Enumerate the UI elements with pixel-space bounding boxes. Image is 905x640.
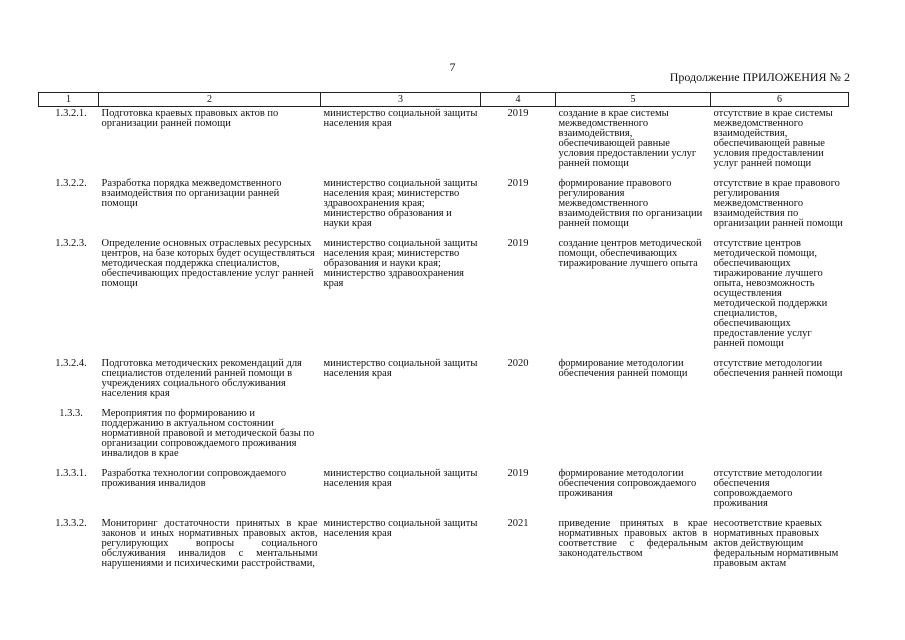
- header-col-1: 1: [39, 93, 99, 107]
- header-row: [39, 93, 849, 107]
- row-executor: министерство социальной защиты населения края; министерство здравоохранения края; министерство образования и науки края: [323, 178, 478, 229]
- table-row: [39, 107, 849, 178]
- table-row: [39, 177, 849, 237]
- row-executor: [321, 407, 481, 467]
- table-row: [39, 467, 849, 517]
- row-result: формирование методологии обеспечения сопровождаемого проживания: [558, 468, 697, 499]
- row-executor: министерство социальной защиты населения края: [323, 108, 478, 129]
- row-number: 1.3.2.1.: [55, 108, 87, 119]
- row-result: формирование методологии обеспечения ранней помощи: [558, 358, 688, 379]
- table-row-section: [39, 407, 849, 467]
- header-col-2: 2: [99, 93, 321, 107]
- row-action: Мониторинг достаточности принятых в крае законов и иных нормативных правовых актов, регулирующих вопросы социального обслуживания инвалидов с ментальными нарушениями и психическими расстройствами,: [101, 518, 318, 569]
- row-result: создание в крае системы межведомственного взаимодействия, обеспечивающей равные условия предоставлении услуг ранней помощи: [558, 108, 697, 169]
- row-year: 2020: [507, 358, 529, 369]
- table-row: [39, 517, 849, 577]
- row-action: Разработка порядка межведомственного взаимодействия по организации ранней помощи: [101, 178, 282, 209]
- row-number: 1.3.2.3.: [55, 238, 87, 249]
- row-problem: отсутствие центров методической помощи, обеспечивающих тиражирование лучшего опыта, невозможность осуществления методической поддержки специалистов, обеспечивающих предоставление услуг ранней помощи: [713, 238, 828, 349]
- row-year: 2019: [507, 468, 529, 479]
- plan-table: [38, 92, 849, 577]
- header-col-5: 5: [556, 93, 711, 107]
- row-number: 1.3.3.1.: [55, 468, 87, 479]
- row-problem: отсутствие в крае системы межведомственного взаимодействия, обеспечивающей равные условия предоставлении услуг ранней помощи: [713, 108, 833, 169]
- row-action: Подготовка методических рекомендаций для специалистов отделений ранней помощи в учреждениях социального обслуживания населения края: [101, 358, 302, 399]
- row-action: Разработка технологии сопровождаемого проживания инвалидов: [101, 468, 287, 489]
- row-problem: отсутствие в крае правового регулирования межведомственного взаимодействия по организации ранней помощи: [713, 178, 843, 229]
- row-number: 1.3.2.4.: [55, 358, 87, 369]
- row-number: 1.3.2.2.: [55, 178, 87, 189]
- row-year: [481, 407, 556, 467]
- row-result: формирование правового регулирования межведомственного взаимодействия по организации ранней помощи: [558, 178, 703, 229]
- header-col-3: 3: [321, 93, 481, 107]
- row-number: 1.3.3.: [59, 408, 83, 419]
- continuation-label: Продолжение ПРИЛОЖЕНИЯ № 2: [669, 70, 850, 84]
- row-result: создание центров методической помощи, обеспечивающих тиражирование лучшего опыта: [558, 238, 702, 269]
- row-executor: министерство социальной защиты населения края; министерство образования и науки края; министерство здравоохранения края: [323, 238, 478, 289]
- table-row: [39, 357, 849, 407]
- row-problem: несоответствие краевых нормативных правовых актов действующим федеральным нормативным правовым актам: [713, 518, 839, 569]
- header-col-4: 4: [481, 93, 556, 107]
- row-year: 2019: [507, 238, 529, 249]
- row-executor: министерство социальной защиты населения края: [323, 518, 478, 539]
- page-number: 7: [449, 60, 456, 74]
- row-executor: министерство социальной защиты населения края: [323, 468, 478, 489]
- row-problem: отсутствие методологии обеспечения ранней помощи: [713, 358, 843, 379]
- row-number: 1.3.3.2.: [55, 518, 87, 529]
- table-row: [39, 237, 849, 357]
- row-action: Подготовка краевых правовых актов по организации ранней помощи: [101, 108, 279, 129]
- row-problem: отсутствие методологии обеспечения сопровождаемого проживания: [713, 468, 823, 509]
- row-year: 2019: [507, 108, 529, 119]
- row-executor: министерство социальной защиты населения края: [323, 358, 478, 379]
- row-action: Мероприятия по формированию и поддержанию в актуальном состоянии нормативной правовой и методической базы по организации сопровождаемого проживания инвалидов в крае: [101, 408, 315, 459]
- row-result: приведение принятых в крае нормативных правовых актов в соответствие с федеральным законодательством: [558, 518, 708, 559]
- row-result: [556, 407, 711, 467]
- header-col-6: 6: [711, 93, 849, 107]
- row-action: Определение основных отраслевых ресурсных центров, на базе которых будет осуществляться методическая поддержка специалистов, обеспечивающих предоставление услуг ранней помощи: [101, 238, 315, 289]
- row-problem: [711, 407, 849, 467]
- row-year: 2021: [507, 518, 529, 529]
- row-year: 2019: [507, 178, 529, 189]
